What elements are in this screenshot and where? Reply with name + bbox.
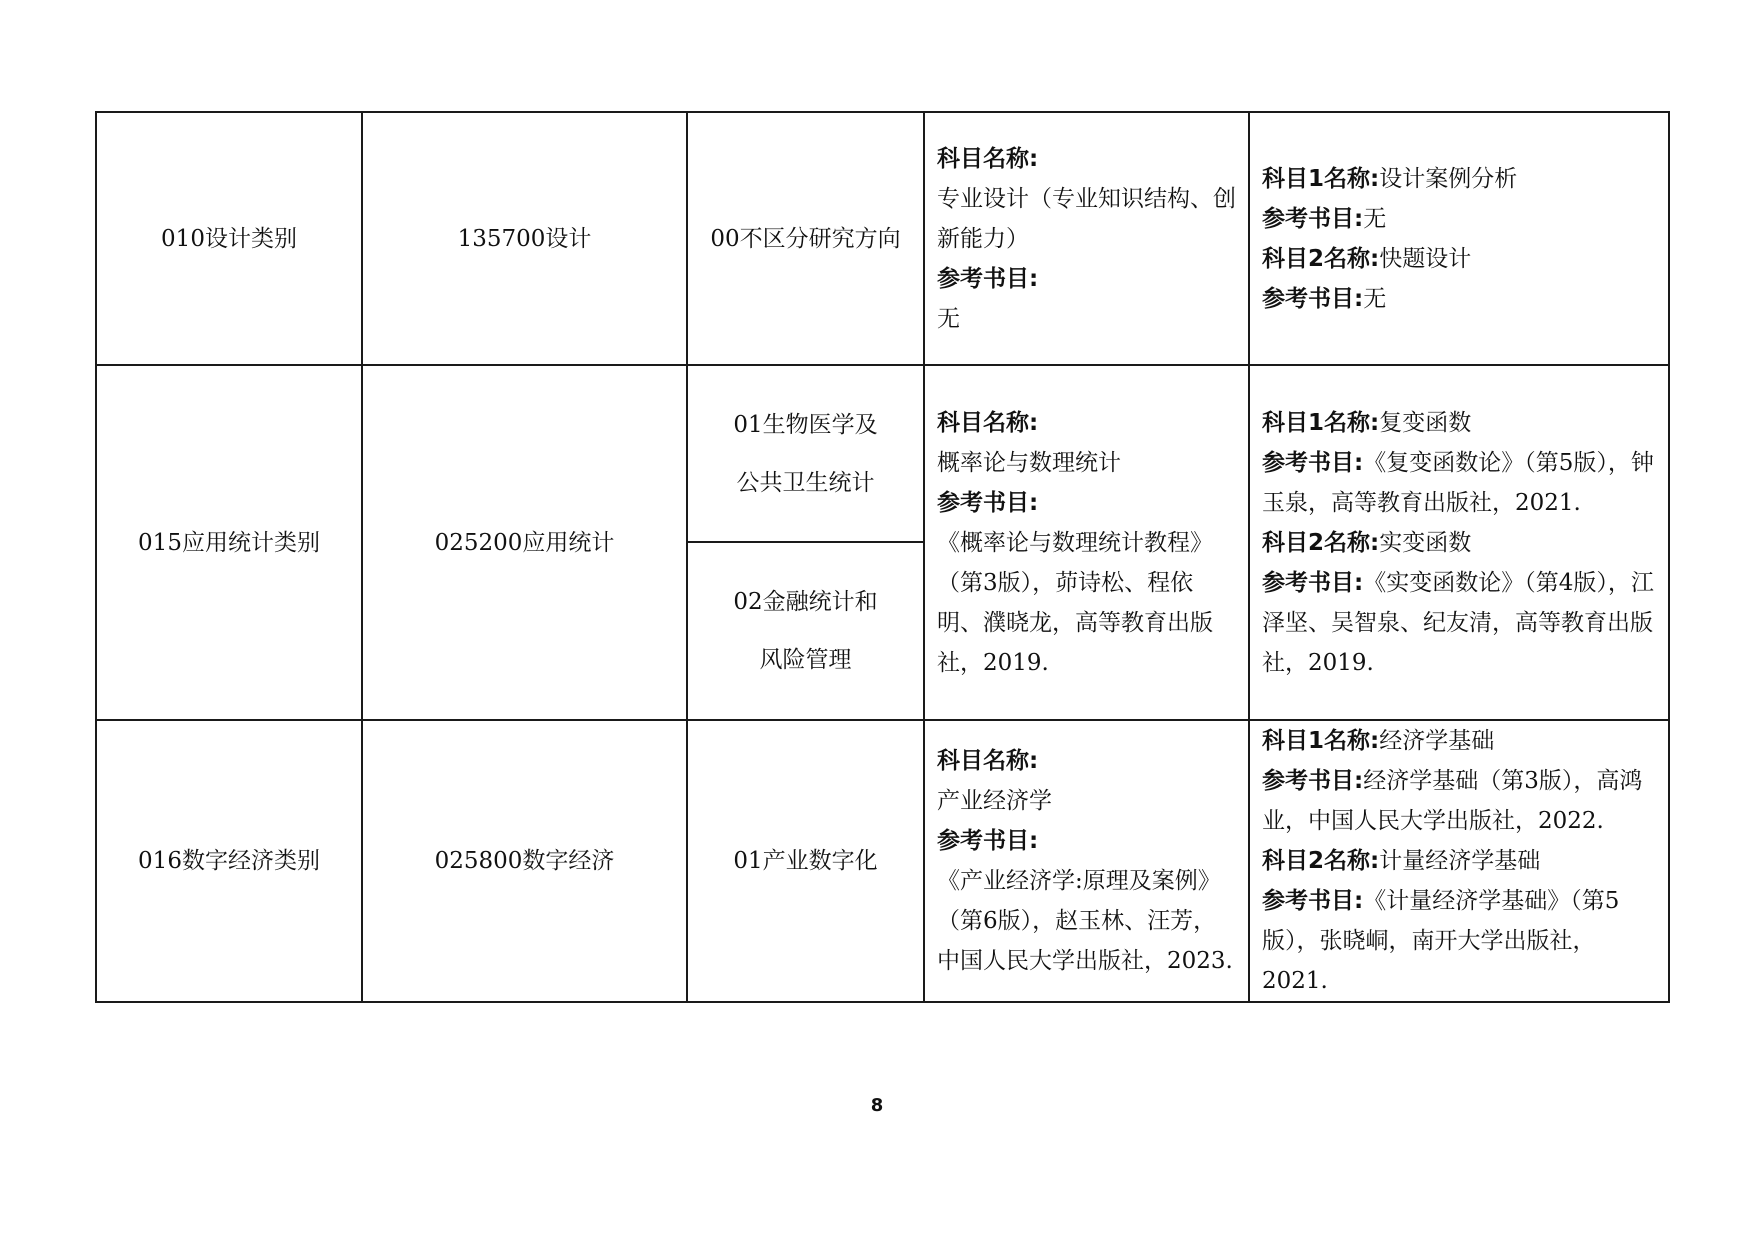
direction-cell	[687, 365, 924, 542]
reference-label: 参考书目:	[937, 265, 1039, 292]
subject-name: 产业经济学	[937, 788, 1052, 814]
reference-label: 参考书目:	[937, 489, 1039, 516]
category-text: 015应用统计类别	[138, 529, 320, 556]
retest-s2-name: 实变函数	[1379, 529, 1472, 556]
direction-cell	[687, 542, 924, 720]
retest-s2-ref-label: 参考书目:	[1262, 569, 1364, 596]
reference-label: 参考书目:	[937, 828, 1039, 854]
exam-subject-cell	[924, 720, 1249, 1002]
reference-text: 《概率论与数理统计教程》（第3版），茆诗松、程依明、濮晓龙，高等教育出版社，2019.	[937, 529, 1213, 676]
major-cell	[362, 112, 687, 365]
retest-s1-ref-label: 参考书目:	[1262, 768, 1364, 794]
category-cell	[96, 112, 362, 365]
reference-text: 《产业经济学:原理及案例》（第6版），赵玉林、汪芳，中国人民大学出版社，2023.	[937, 868, 1233, 974]
retest-s1-name: 复变函数	[1379, 409, 1472, 436]
retest-subject-cell	[1249, 365, 1669, 720]
major-text: 025200应用统计	[434, 529, 615, 556]
subject-name-label: 科目名称:	[937, 409, 1039, 436]
table-row	[96, 365, 1669, 542]
retest-s1-label: 科目1名称:	[1262, 409, 1380, 436]
direction-line: 02金融统计和	[733, 589, 878, 615]
subject-name-label: 科目名称:	[937, 145, 1039, 172]
retest-s1-name: 设计案例分析	[1379, 165, 1518, 192]
table-row	[96, 720, 1669, 1002]
retest-s1-name: 经济学基础	[1379, 728, 1495, 754]
category-cell	[96, 720, 362, 1002]
subject-name-label: 科目名称:	[937, 748, 1039, 774]
retest-s1-ref: 《复变函数论》（第5版），钟玉泉，高等教育出版社，2021.	[1262, 449, 1654, 516]
direction-line: 风险管理	[759, 647, 852, 673]
direction-text: 00不区分研究方向	[710, 225, 901, 252]
table-row	[96, 112, 1669, 365]
category-text: 016数字经济类别	[138, 848, 320, 874]
subject-name: 概率论与数理统计	[937, 449, 1121, 476]
direction-cell	[687, 720, 924, 1002]
direction-text	[733, 573, 877, 689]
retest-s1-ref: 无	[1363, 205, 1387, 232]
reference-text: 无	[937, 305, 960, 332]
admissions-table	[95, 111, 1670, 1003]
category-cell	[96, 365, 362, 720]
retest-s1-ref-label: 参考书目:	[1262, 449, 1364, 476]
category-text: 010设计类别	[161, 225, 297, 252]
retest-s2-name: 快题设计	[1379, 245, 1472, 272]
retest-s1-label: 科目1名称:	[1262, 165, 1380, 192]
retest-s2-ref: 《计量经济学基础》（第5版），张晓峒，南开大学出版社，2021.	[1262, 888, 1620, 994]
direction-cell	[687, 112, 924, 365]
retest-subject-cell	[1249, 112, 1669, 365]
retest-s2-ref-label: 参考书目:	[1262, 888, 1364, 914]
retest-s2-label: 科目2名称:	[1262, 848, 1380, 874]
exam-subject-cell	[924, 365, 1249, 720]
retest-s2-label: 科目2名称:	[1262, 529, 1380, 556]
major-cell	[362, 720, 687, 1002]
major-cell	[362, 365, 687, 720]
direction-text	[733, 396, 877, 512]
retest-s1-ref: 经济学基础（第3版），高鸿业，中国人民大学出版社，2022.	[1262, 768, 1643, 834]
subject-name: 专业设计（专业知识结构、创新能力）	[937, 185, 1236, 252]
retest-s2-ref-label: 参考书目:	[1262, 285, 1364, 312]
retest-subject-cell	[1249, 720, 1669, 1002]
exam-subject-cell	[924, 112, 1249, 365]
retest-s2-ref: 无	[1363, 285, 1387, 312]
retest-s2-label: 科目2名称:	[1262, 245, 1380, 272]
direction-text: 01产业数字化	[733, 848, 878, 874]
retest-s1-ref-label: 参考书目:	[1262, 205, 1364, 232]
major-text: 025800数字经济	[434, 848, 615, 874]
major-text: 135700设计	[457, 225, 592, 252]
retest-s1-label: 科目1名称:	[1262, 728, 1380, 754]
retest-s2-ref: 《实变函数论》（第4版），江泽坚、吴智泉、纪友清，高等教育出版社，2019.	[1262, 569, 1654, 676]
page-number: 8	[870, 1095, 884, 1116]
retest-s2-name: 计量经济学基础	[1379, 848, 1541, 874]
direction-line: 01生物医学及	[733, 411, 878, 438]
direction-line: 公共卫生统计	[736, 469, 875, 496]
